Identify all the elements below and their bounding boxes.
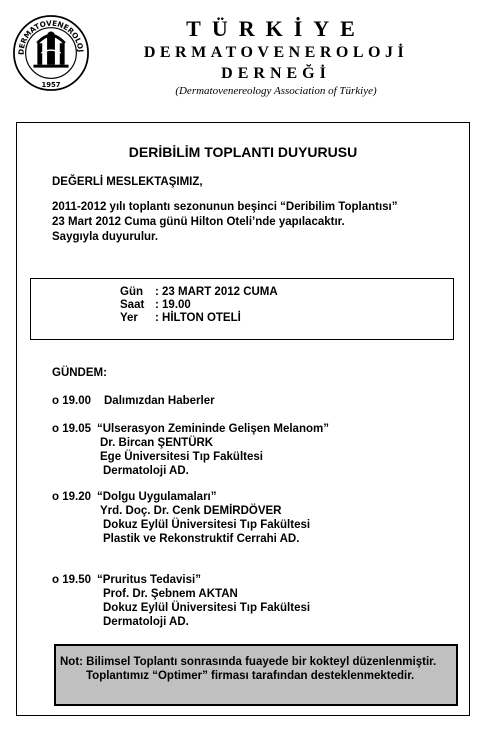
time-label: Saat [120, 299, 145, 311]
logo-ring-text: DERMATOVENEROLOJ [16, 18, 86, 56]
agenda-department: Dermatoloji AD. [103, 616, 189, 628]
logo-year: 1957 [41, 81, 61, 90]
agenda-institution: Ege Üniversitesi Tıp Fakültesi [100, 451, 263, 463]
body-line-1: 2011-2012 yılı toplantı sezonunun beşinci “Deribilim Toplantısı” [52, 201, 398, 213]
agenda-time: o 19.05 [52, 423, 91, 435]
header-title-line1: TÜRKİYE [186, 16, 366, 41]
header-title-line3: DERNEĞİ [221, 65, 331, 82]
header-subtitle: (Dermatovenereology Association of Türkiye) [175, 85, 377, 97]
place-value: : HİLTON OTELİ [155, 312, 241, 324]
agenda-speaker: Prof. Dr. Şebnem AKTAN [103, 588, 238, 600]
body-line-3: Saygıyla duyurulur. [52, 231, 159, 243]
agenda-title-item: Dalımızdan Haberler [104, 395, 215, 407]
note-line-1: Not: Bilimsel Toplantı sonrasında fuayede bir kokteyl düzenlenmiştir. [60, 656, 437, 668]
agenda-time: o 19.50 [52, 574, 91, 586]
agenda-department: Dermatoloji AD. [103, 465, 189, 477]
day-label: Gün [120, 286, 143, 298]
agenda-time: o 19.00 [52, 395, 91, 407]
agenda-speaker: Yrd. Doç. Dr. Cenk DEMİRDÖVER [100, 505, 282, 517]
time-value: : 19.00 [155, 299, 191, 311]
agenda-institution: Dokuz Eylül Üniversitesi Tıp Fakültesi [103, 519, 311, 531]
day-value: : 23 MART 2012 CUMA [155, 286, 278, 298]
agenda-speaker: Dr. Bircan ŞENTÜRK [100, 437, 214, 449]
agenda-department: Plastik ve Rekonstruktif Cerrahi AD. [103, 533, 300, 545]
notice-title: DERİBİLİM TOPLANTI DUYURUSU [128, 144, 358, 160]
header-title-line2: DERMATOVENEROLOJİ [143, 44, 409, 61]
agenda-title: GÜNDEM: [52, 367, 107, 379]
agenda-title-item: “Pruritus Tedavisi” [97, 574, 201, 586]
note-line-2: Toplantımız “Optimer” firması tarafından desteklenmektedir. [86, 670, 415, 682]
body-line-2: 23 Mart 2012 Cuma günü Hilton Oteli’nde yapılacaktır. [52, 216, 345, 228]
agenda-institution: Dokuz Eylül Üniversitesi Tıp Fakültesi [103, 602, 311, 614]
agenda-title-item: “Dolgu Uygulamaları” [97, 491, 217, 503]
salutation: DEĞERLİ MESLEKTAŞIMIZ, [52, 176, 203, 188]
agenda-title-item: “Ulserasyon Zemininde Gelişen Melanom” [97, 423, 329, 435]
agenda-time: o 19.20 [52, 491, 91, 503]
place-label: Yer [120, 312, 138, 324]
